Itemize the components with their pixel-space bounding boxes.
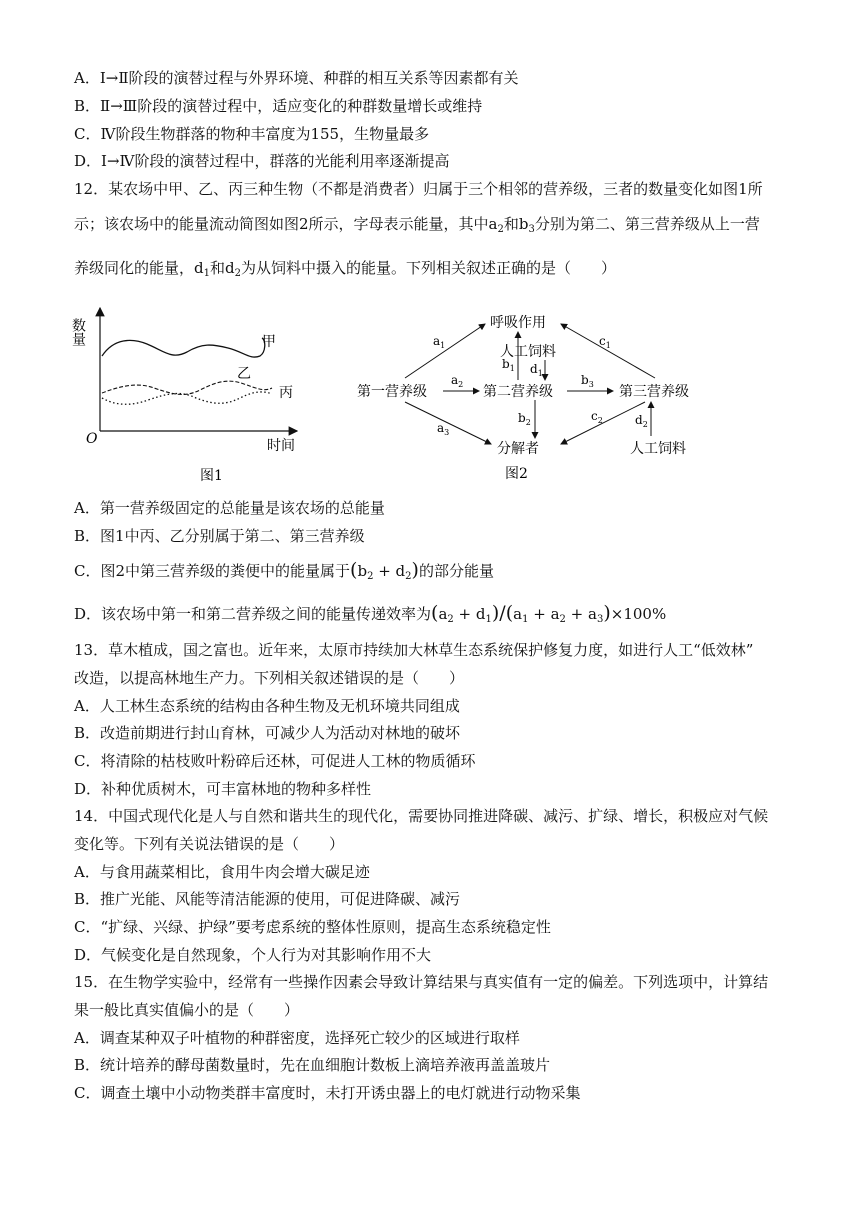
q14-option-d: D．气候变化是自然现象，个人行为对其影响作用不大 xyxy=(74,946,432,964)
fig2-caption: 图2 xyxy=(505,466,528,482)
q12-option-d-text: D．该农场中第一和第二营养级之间的能量传递效率为 xyxy=(74,605,432,623)
q12-option-d-expr: $(a_2 + d_1)/(a_1 + a_2 + a_3)\times 100\%$ xyxy=(431,602,667,625)
fig2-decomposer: 分解者 xyxy=(497,441,539,457)
q14-option-a: A．与食用蔬菜相比，食用牛肉会增大碳足迹 xyxy=(74,863,370,881)
q15-option-c: C．调查土壤中小动物类群丰富度时，未打开诱虫器上的电灯就进行动物采集 xyxy=(74,1084,581,1102)
q12-option-d xyxy=(74,603,820,630)
fig1-ylabel: 数量 xyxy=(70,318,86,346)
q12-option-c xyxy=(74,560,820,587)
q13-option-a: A．人工林生态系统的结构由各种生物及无机环境共同组成 xyxy=(74,697,460,715)
q14-option-b: B．推广光能、风能等清洁能源的使用，可促进降碳、减污 xyxy=(74,890,461,908)
q12-option-b: B．图1中丙、乙分别属于第二、第三营养级 xyxy=(74,527,365,545)
q15-stem-line1: 15．在生物学实验中，经常有一些操作因素会导致计算结果与真实值有一定的偏差。下列选项中，计算结 xyxy=(74,973,769,991)
label-a1: $a_1$ xyxy=(433,334,446,350)
arrow-c2 xyxy=(561,402,645,444)
label-b1: $b_1$ xyxy=(502,357,515,373)
q13-option-c: C．将清除的枯枝败叶粉碎后还林，可促进人工林的物质循环 xyxy=(74,752,476,770)
q12-stem-2a: 示；该农场中的能量流动简图如图2所示，字母表示能量，其中a xyxy=(74,215,498,233)
sub: 3 xyxy=(528,224,535,235)
arrow-a1 xyxy=(405,324,485,378)
q12-option-a: A．第一营养级固定的总能量是该农场的总能量 xyxy=(74,499,385,517)
fig1-label-jia: 甲 xyxy=(262,334,276,350)
q13-option-b: B．改造前期进行封山育林，可减少人为活动对林地的破坏 xyxy=(74,724,461,742)
q14-stem-line1: 14．中国式现代化是人与自然和谐共生的现代化，需要协同推进降碳、减污、扩绿、增长，积极应对气候 xyxy=(74,807,769,825)
q12-option-c-text: C．图2中第三营养级的粪便中的能量属于 xyxy=(74,562,351,580)
fig1-curve-jia xyxy=(102,338,265,357)
q13-stem-line2: 改造，以提高林地生产力。下列相关叙述错误的是（ ） xyxy=(74,669,465,687)
option-a-top: A．Ⅰ→Ⅱ阶段的演替过程与外界环境、种群的相互关系等因素都有关 xyxy=(74,69,519,87)
fig1-xlabel: 时间 xyxy=(267,438,295,454)
fig1-label-yi: 乙 xyxy=(237,366,251,382)
q12-option-c-expr: $(b_2 + d_2)$ xyxy=(350,559,419,582)
label-c1: $c_1$ xyxy=(599,334,611,350)
q12-stem-2c: 分别为第二、第三营养级从上一营 xyxy=(534,215,760,233)
q12-stem-3c: 为从饲料中摄入的能量。下列相关叙述正确的是（ ） xyxy=(240,259,616,277)
q13-stem-line1: 13．草木植成，国之富也。近年来，太原市持续加大林草生态系统保护修复力度，如进行人工“低效林” xyxy=(74,641,754,659)
label-b2: $b_2$ xyxy=(518,411,531,427)
sub: 1 xyxy=(203,268,210,279)
fig1-curve-yi xyxy=(102,381,272,394)
label-d1: $d_1$ xyxy=(530,362,543,378)
sub: 2 xyxy=(234,268,241,279)
q15-stem-line2: 果一般比真实值偏小的是（ ） xyxy=(74,1001,300,1019)
fig1-origin: O xyxy=(86,431,98,447)
q15-option-b: B．统计培养的酵母菌数量时，先在血细胞计数板上滴培养液再盖盖玻片 xyxy=(74,1056,551,1074)
label-d2: $d_2$ xyxy=(635,413,648,429)
q12-stem-line3 xyxy=(74,258,820,284)
fig2-feed-bottom: 人工饲料 xyxy=(630,441,686,457)
q13-option-d: D．补种优质树木，可丰富林地的物种多样性 xyxy=(74,780,372,798)
label-c2: $c_2$ xyxy=(591,409,603,425)
q12-stem-line2 xyxy=(74,214,820,240)
label-b3: $b_3$ xyxy=(581,373,594,389)
q14-option-c: C．“扩绿、兴绿、护绿”要考虑系统的整体性原则，提高生态系统稳定性 xyxy=(74,918,551,936)
arrow-a3 xyxy=(405,402,491,444)
fig2-trophic-2: 第二营养级 xyxy=(483,384,553,400)
q12-stem-2b: 和b xyxy=(503,215,529,233)
fig1-caption: 图1 xyxy=(200,468,223,484)
q14-stem-line2: 变化等。下列有关说法错误的是（ ） xyxy=(74,835,345,853)
option-c-top: C．Ⅳ阶段生物群落的物种丰富度为155，生物量最多 xyxy=(74,125,430,143)
sub: 2 xyxy=(497,224,504,235)
option-d-top: D．Ⅰ→Ⅳ阶段的演替过程中，群落的光能利用率逐渐提高 xyxy=(74,152,450,170)
option-b-top: B．Ⅱ→Ⅲ阶段的演替过程中，适应变化的种群数量增长或维持 xyxy=(74,97,483,115)
q15-option-a: A．调查某种双子叶植物的种群密度，选择死亡较少的区域进行取样 xyxy=(74,1029,520,1047)
label-a2: $a_2$ xyxy=(451,373,464,389)
figure-1 xyxy=(72,298,312,488)
fig2-trophic-1: 第一营养级 xyxy=(357,384,427,400)
fig2-respiration: 呼吸作用 xyxy=(490,315,546,331)
fig2-feed-top: 人工饲料 xyxy=(500,344,556,360)
label-a3: $a_3$ xyxy=(437,421,450,437)
figure-2 xyxy=(345,310,710,485)
q12-stem-3a: 养级同化的能量，d xyxy=(74,259,204,277)
q12-option-c-tail: 的部分能量 xyxy=(418,562,494,580)
q12-stem-3b: 和d xyxy=(209,259,235,277)
fig1-label-bing: 丙 xyxy=(279,385,293,401)
fig2-trophic-3: 第三营养级 xyxy=(619,384,689,400)
q12-stem-line1: 12．某农场中甲、乙、丙三种生物（不都是消费者）归属于三个相邻的营养级，三者的数量变化如图1所 xyxy=(74,180,763,198)
arrow-c1 xyxy=(561,324,655,378)
